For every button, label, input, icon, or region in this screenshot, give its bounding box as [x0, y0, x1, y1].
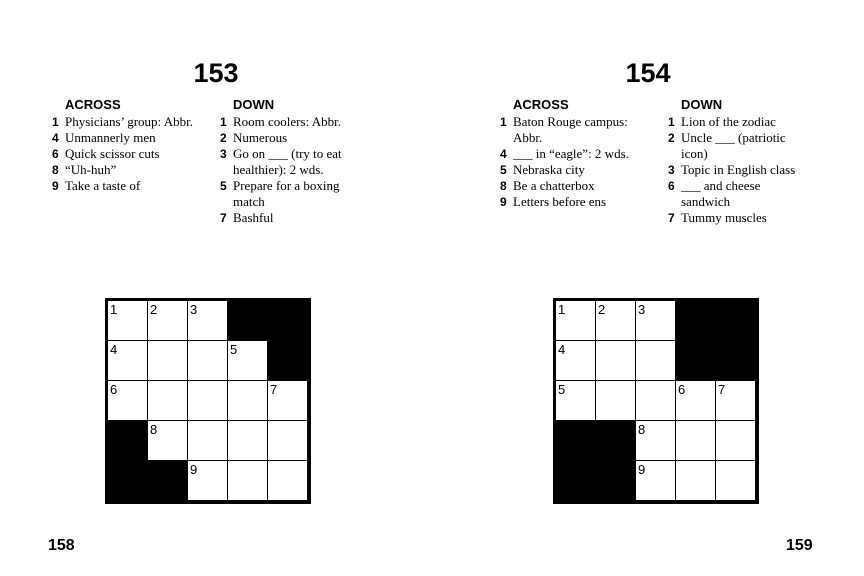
clue — [220, 210, 360, 226]
grid-cell-black — [148, 461, 187, 500]
clue-text: Tummy muscles — [681, 210, 767, 225]
clue-text: Physicians’ group: Abbr. — [65, 114, 193, 129]
cell-number: 2 — [598, 302, 606, 317]
cell-number: 1 — [110, 302, 118, 317]
crossword-grid — [105, 298, 311, 504]
cell-number: 3 — [638, 302, 646, 317]
clue-text: Lion of the zodiac — [681, 114, 776, 129]
clue-text: Uncle ___ (patriotic icon) — [681, 130, 786, 161]
clue — [500, 162, 640, 178]
clue-text: Baton Rouge campus: Abbr. — [513, 114, 628, 145]
clue-number: 8 — [500, 179, 507, 193]
grid-cell[interactable] — [228, 461, 267, 500]
grid-cell[interactable] — [188, 461, 227, 500]
cell-number: 5 — [558, 382, 566, 397]
clue-text: Take a taste of — [65, 178, 141, 193]
clue-text: Quick scissor cuts — [65, 146, 160, 161]
grid-cell[interactable] — [636, 421, 675, 460]
puzzle-number: 154 — [625, 58, 671, 88]
grid-cell[interactable] — [716, 381, 755, 420]
grid-cell[interactable] — [148, 421, 187, 460]
cell-number: 6 — [110, 382, 118, 397]
clue — [52, 146, 202, 162]
right-page — [432, 0, 864, 576]
clue-number: 4 — [500, 147, 507, 161]
clue-number: 7 — [220, 211, 227, 225]
grid-cell[interactable] — [188, 381, 227, 420]
grid-cell[interactable] — [636, 341, 675, 380]
clue-text: ___ and cheese sandwich — [681, 178, 761, 209]
grid-cell-black — [676, 341, 715, 380]
clue-number: 4 — [52, 131, 59, 145]
down-clues — [220, 97, 360, 226]
grid-cell[interactable] — [188, 301, 227, 340]
grid-cell[interactable] — [676, 421, 715, 460]
clue-text: ___ in “eagle”: 2 wds. — [513, 146, 629, 161]
across-clues — [52, 97, 202, 194]
grid-cell[interactable] — [108, 341, 147, 380]
grid-cell[interactable] — [716, 421, 755, 460]
grid-cell[interactable] — [268, 381, 307, 420]
cell-number: 5 — [230, 342, 238, 357]
grid-cell[interactable] — [596, 301, 635, 340]
clue — [52, 130, 202, 146]
clue-number: 3 — [220, 147, 227, 161]
clue-number: 1 — [500, 115, 507, 129]
puzzle-number: 153 — [193, 58, 239, 88]
grid-cell[interactable] — [228, 381, 267, 420]
grid-cell[interactable] — [228, 421, 267, 460]
clue-text: Topic in English class — [681, 162, 796, 177]
grid-cell[interactable] — [268, 421, 307, 460]
clue — [52, 162, 202, 178]
clue — [500, 194, 640, 210]
grid-cell-black — [108, 461, 147, 500]
clue-text: Go on ___ (try to eat healthier): 2 wds. — [233, 146, 342, 177]
grid-cell[interactable] — [596, 381, 635, 420]
grid-cell[interactable] — [148, 301, 187, 340]
clue-number: 5 — [500, 163, 507, 177]
clue-text: Letters before ens — [513, 194, 607, 209]
clue — [668, 178, 808, 210]
across-clues — [500, 97, 640, 210]
clue-number: 1 — [220, 115, 227, 129]
clue-number: 5 — [220, 179, 227, 193]
clue-text: Nebraska city — [513, 162, 585, 177]
clue — [52, 114, 202, 130]
grid-cell[interactable] — [268, 461, 307, 500]
cell-number: 7 — [718, 382, 726, 397]
clue-number: 2 — [220, 131, 227, 145]
grid-cell[interactable] — [596, 341, 635, 380]
clue-text: Be a chatterbox — [513, 178, 595, 193]
grid-cell[interactable] — [188, 421, 227, 460]
clue-number: 9 — [52, 179, 59, 193]
cell-number: 9 — [190, 462, 198, 477]
grid-cell-black — [596, 461, 635, 500]
grid-cell-black — [228, 301, 267, 340]
grid-cell[interactable] — [556, 381, 595, 420]
grid-cell[interactable] — [228, 341, 267, 380]
clue-text: Room coolers: Abbr. — [233, 114, 341, 129]
across-heading: ACROSS — [513, 97, 569, 112]
clue — [220, 146, 360, 178]
clue-number: 3 — [668, 163, 675, 177]
page-number: 158 — [48, 537, 75, 554]
grid-cell[interactable] — [188, 341, 227, 380]
grid-cell[interactable] — [676, 381, 715, 420]
grid-cell[interactable] — [148, 381, 187, 420]
cell-number: 4 — [110, 342, 118, 357]
clue — [220, 178, 360, 210]
clue-text: Numerous — [233, 130, 288, 145]
grid-cell[interactable] — [636, 461, 675, 500]
clue — [500, 146, 640, 162]
clue-number: 6 — [52, 147, 59, 161]
grid-cell-black — [556, 421, 595, 460]
clue — [220, 130, 360, 146]
clue — [52, 178, 202, 194]
cell-number: 8 — [150, 422, 158, 437]
grid-cell[interactable] — [676, 461, 715, 500]
clue-number: 2 — [668, 131, 675, 145]
grid-cell[interactable] — [108, 301, 147, 340]
grid-cell[interactable] — [556, 301, 595, 340]
cell-number: 4 — [558, 342, 566, 357]
grid-cell-black — [716, 301, 755, 340]
down-clues — [668, 97, 808, 226]
cell-number: 6 — [678, 382, 686, 397]
clue-text: Prepare for a boxing match — [233, 178, 340, 209]
grid-cell-black — [716, 341, 755, 380]
down-heading: DOWN — [233, 97, 275, 112]
clue — [500, 114, 640, 146]
clue-text: Unmannerly men — [65, 130, 156, 145]
clue-number: 7 — [668, 211, 675, 225]
clue-number: 1 — [668, 115, 675, 129]
grid-cell[interactable] — [148, 341, 187, 380]
grid-cell-black — [108, 421, 147, 460]
clue-number: 6 — [668, 179, 675, 193]
clue — [668, 114, 808, 130]
cell-number: 7 — [270, 382, 278, 397]
grid-cell[interactable] — [636, 301, 675, 340]
down-heading: DOWN — [681, 97, 723, 112]
grid-cell[interactable] — [556, 341, 595, 380]
grid-cell-black — [676, 301, 715, 340]
grid-cell-black — [556, 461, 595, 500]
clue — [220, 114, 360, 130]
clue-number: 1 — [52, 115, 59, 129]
clue — [500, 178, 640, 194]
cell-number: 3 — [190, 302, 198, 317]
clue — [668, 162, 808, 178]
cell-number: 8 — [638, 422, 646, 437]
clue-number: 9 — [500, 195, 507, 209]
grid-cell-black — [596, 421, 635, 460]
grid-cell[interactable] — [716, 461, 755, 500]
cell-number: 9 — [638, 462, 646, 477]
cell-number: 2 — [150, 302, 158, 317]
grid-cell[interactable] — [108, 381, 147, 420]
grid-cell[interactable] — [636, 381, 675, 420]
cell-number: 1 — [558, 302, 566, 317]
grid-cell-black — [268, 301, 307, 340]
across-heading: ACROSS — [65, 97, 121, 112]
crossword-grid — [553, 298, 759, 504]
page-number: 159 — [786, 537, 813, 554]
clue-number: 8 — [52, 163, 59, 177]
clue-text: “Uh-huh” — [65, 162, 117, 177]
clue-text: Bashful — [233, 210, 274, 225]
grid-cell-black — [268, 341, 307, 380]
clue — [668, 130, 808, 162]
clue — [668, 210, 808, 226]
